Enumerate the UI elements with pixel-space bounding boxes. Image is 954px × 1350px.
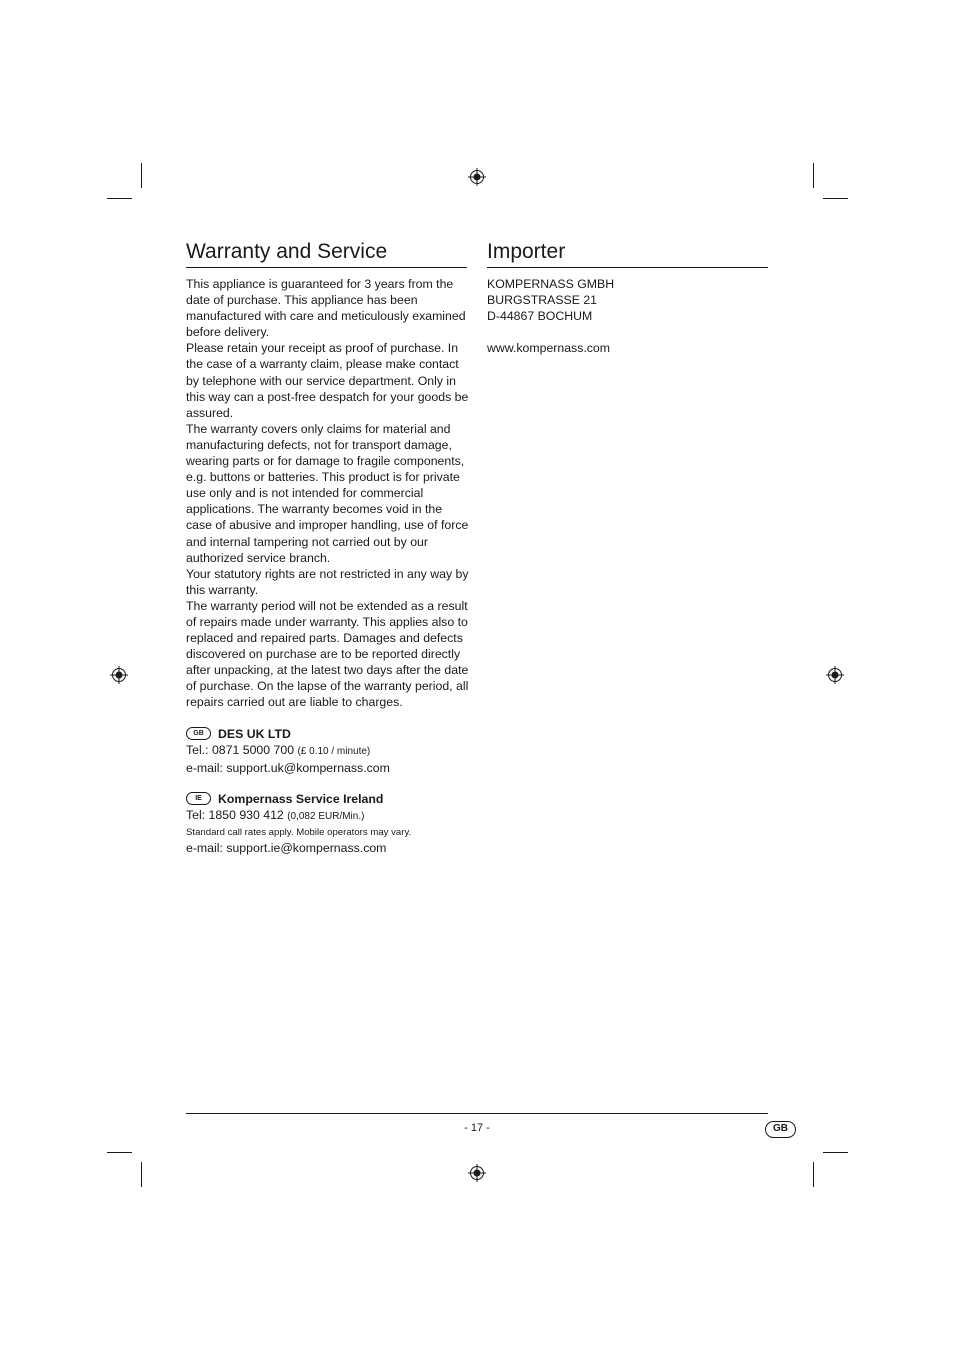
ie-contact-title bbox=[186, 791, 471, 807]
warranty-paragraph: The warranty covers only claims for material and manufacturing defects, not for transport damage, wearing parts or for damage to fragile components, e.g. buttons or batteries. This product is for private use only and is not intended for commercial applications. The warranty becomes void in the case of abusive and improper handling, use of force and internal tampering not carried out by our authorized service branch. bbox=[186, 421, 469, 565]
warranty-paragraph: This appliance is guaranteed for 3 years from the date of purchase. This appliance has been manufactured with care and meticulously examined before delivery. bbox=[186, 277, 466, 340]
ie-call-rates-note: Standard call rates apply. Mobile operators may vary. bbox=[186, 827, 412, 838]
page-number: - 17 - bbox=[464, 1122, 490, 1134]
ie-email: e-mail: support.ie@kompernass.com bbox=[186, 841, 387, 855]
crop-mark bbox=[823, 1152, 848, 1153]
uk-email: e-mail: support.uk@kompernass.com bbox=[186, 760, 390, 775]
warranty-paragraph: Please retain your receipt as proof of purchase. In the case of a warranty claim, please make contact by telephone with our service department. Only in this way can a post-free despatch for your goods be assured. bbox=[186, 341, 469, 420]
crop-mark bbox=[141, 163, 142, 188]
ie-flag-icon: IE bbox=[186, 792, 211, 805]
uk-contact-title bbox=[186, 726, 471, 742]
warranty-paragraph: Your statutory rights are not restricted in any way by this warranty. bbox=[186, 566, 469, 597]
uk-company-name: DES UK LTD bbox=[218, 726, 291, 741]
registration-mark-icon bbox=[468, 1164, 486, 1182]
warranty-heading: Warranty and Service bbox=[186, 239, 467, 268]
importer-website[interactable]: www.kompernass.com bbox=[487, 341, 611, 356]
crop-mark bbox=[107, 1152, 132, 1153]
importer-company: KOMPERNASS GMBH bbox=[487, 277, 615, 291]
registration-mark-icon bbox=[110, 666, 128, 684]
importer-street: BURGSTRASSE 21 bbox=[487, 293, 598, 308]
ie-phone-rate: (0,082 EUR/Min.) bbox=[287, 810, 365, 822]
language-badge: GB bbox=[765, 1121, 796, 1138]
ie-contact bbox=[186, 791, 471, 856]
uk-phone-number: Tel.: 0871 5000 700 bbox=[186, 742, 295, 757]
crop-mark bbox=[141, 1162, 142, 1187]
ie-phone bbox=[186, 807, 471, 825]
importer-heading: Importer bbox=[487, 239, 768, 268]
ie-company-name: Kompernass Service Ireland bbox=[218, 791, 384, 806]
ie-phone-number: Tel: 1850 930 412 bbox=[186, 807, 284, 822]
importer-city: D-44867 BOCHUM bbox=[487, 309, 593, 324]
warranty-paragraph: The warranty period will not be extended as a result of repairs made under warranty. This applies also to replaced and repaired parts. Damages and defects discovered on purchase are to be reported directly after unpacking, at the latest two days after the date of purchase. On the lapse of the warranty period, all repairs carried out are liable to charges. bbox=[186, 598, 469, 710]
warranty-section bbox=[186, 276, 471, 856]
uk-contact bbox=[186, 726, 471, 776]
crop-mark bbox=[813, 1162, 814, 1187]
registration-mark-icon bbox=[826, 666, 844, 684]
registration-mark-icon bbox=[468, 168, 486, 186]
uk-phone bbox=[186, 742, 471, 760]
uk-phone-rate: (£ 0.10 / minute) bbox=[297, 745, 371, 757]
crop-mark bbox=[823, 198, 848, 199]
crop-mark bbox=[813, 163, 814, 188]
gb-flag-icon: GB bbox=[186, 727, 211, 740]
importer-section bbox=[487, 276, 772, 356]
crop-mark bbox=[107, 198, 132, 199]
footer-divider bbox=[186, 1113, 768, 1114]
